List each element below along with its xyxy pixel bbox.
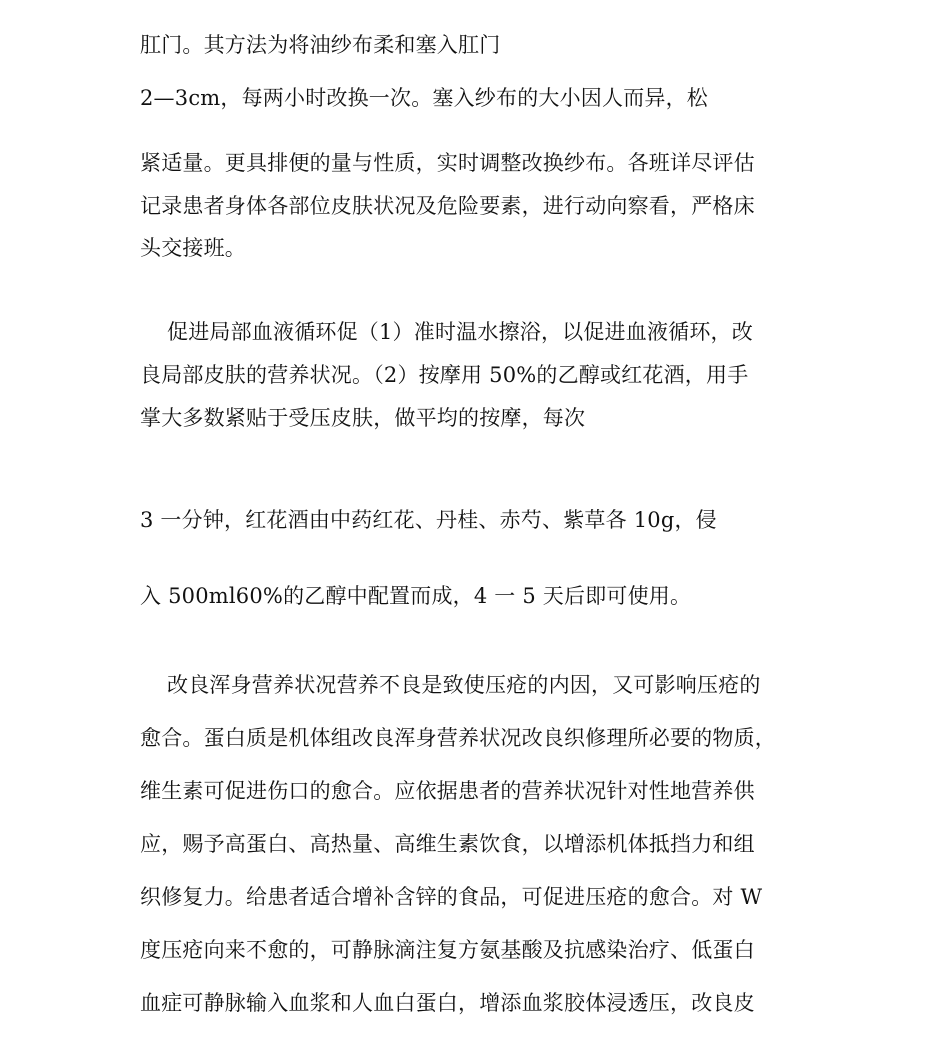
text-line: 头交接班。 bbox=[140, 236, 246, 260]
text-line: 应，赐予高蛋白、高热量、高维生素饮食，以增添机体抵挡力和组 bbox=[140, 832, 755, 856]
text-line: 记录患者身体各部位皮肤状况及危险要素，进行动向察看，严格床 bbox=[140, 194, 755, 218]
text-line: 愈合。蛋白质是机体组改良浑身营养状况改良织修理所必要的物质， bbox=[140, 726, 776, 750]
text-line: 紧适量。更具排便的量与性质，实时调整改换纱布。各班详尽评估 bbox=[140, 151, 755, 175]
text-line: 肛门。其方法为将油纱布柔和塞入肛门 bbox=[140, 33, 501, 57]
text-line: 维生素可促进伤口的愈合。应依据患者的营养状况针对性地营养供 bbox=[140, 779, 755, 803]
text-line: 3 一分钟，红花酒由中药红花、丹桂、赤芍、紫草各 10g，侵 bbox=[140, 508, 717, 532]
text-line: 入 500ml60%的乙醇中配置而成，4 一 5 天后即可使用。 bbox=[140, 584, 692, 608]
text-line: 良局部皮肤的营养状况。（2）按摩用 50%的乙醇或红花酒，用手 bbox=[140, 363, 749, 387]
text-line: 织修复力。给患者适合增补含锌的食品，可促进压疮的愈合。对 W bbox=[140, 885, 763, 909]
text-line: 2—3cm，每两小时改换一次。塞入纱布的大小因人而异，松 bbox=[140, 86, 708, 110]
paragraph-first-line: 改良浑身营养状况营养不良是致使压疮的内因，又可影响压疮的 bbox=[167, 673, 761, 697]
paragraph-first-line: 促进局部血液循环促（1）准时温水擦浴，以促进血液循环，改 bbox=[167, 320, 753, 344]
text-line: 血症可静脉输入血浆和人血白蛋白，增添血浆胶体浸透压，改良皮 bbox=[140, 991, 755, 1015]
text-line: 度压疮向来不愈的，可静脉滴注复方氨基酸及抗感染治疗、低蛋白 bbox=[140, 938, 755, 962]
text-line: 掌大多数紧贴于受压皮肤，做平均的按摩，每次 bbox=[140, 406, 586, 430]
